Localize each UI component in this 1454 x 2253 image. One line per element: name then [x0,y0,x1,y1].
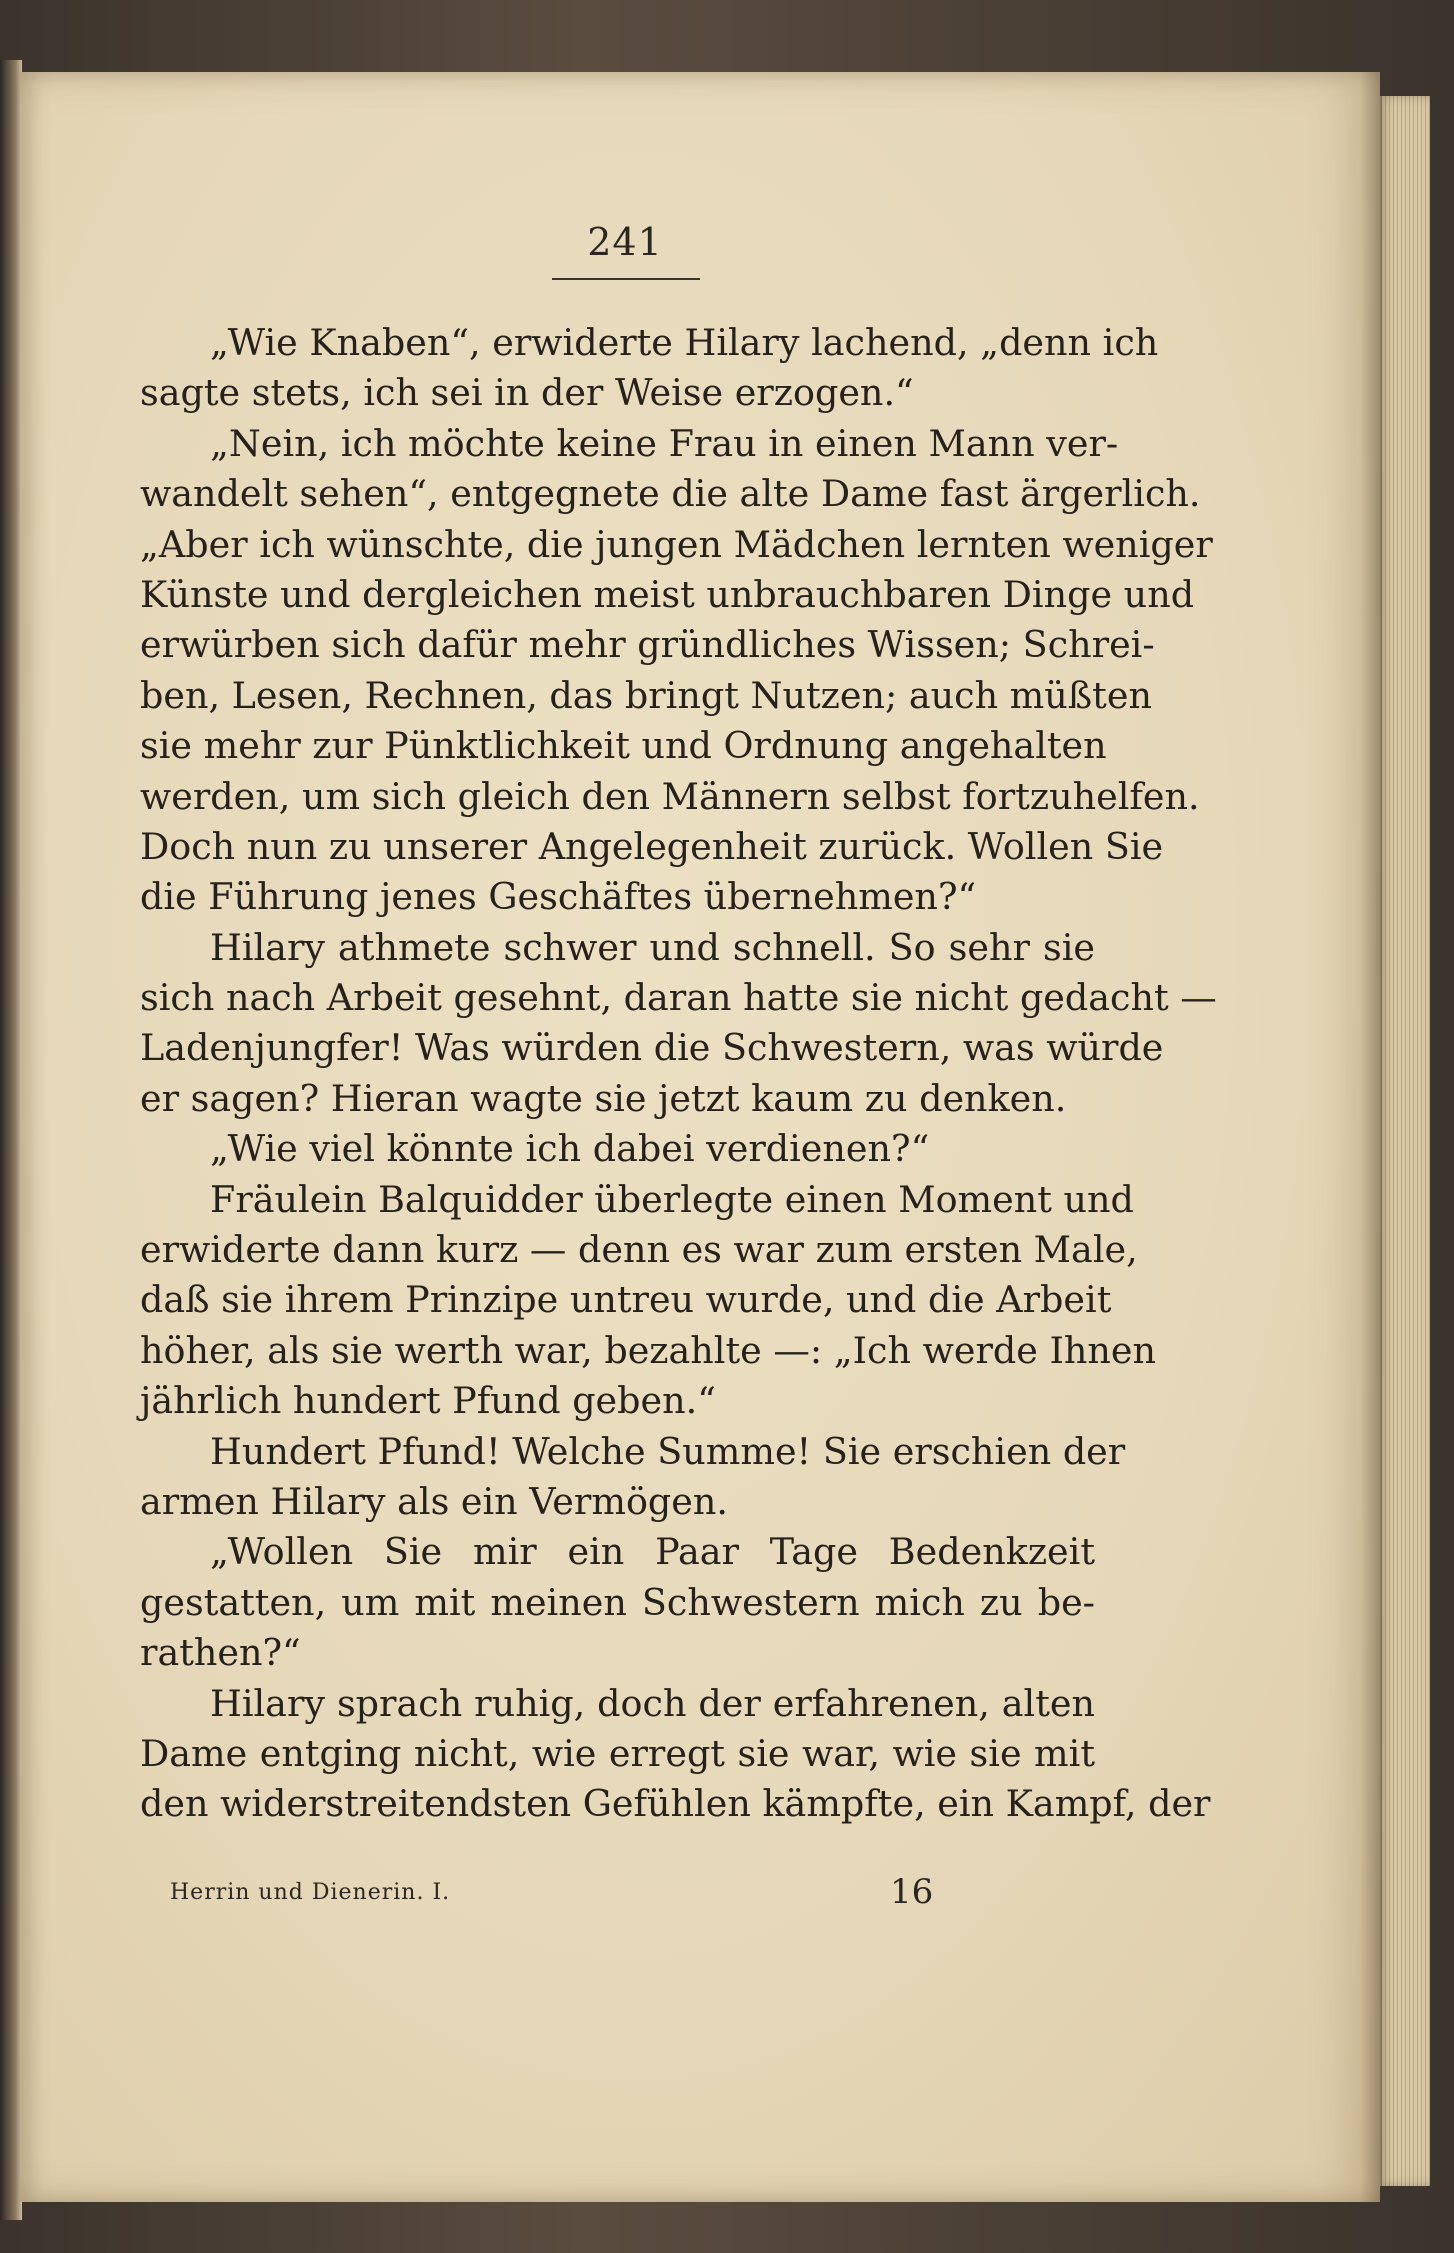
text-line: die Führung jenes Geschäftes übernehmen?“ [140,875,977,919]
text-line: Hilary athmete schwer und schnell. So sehr sie [210,925,1095,969]
body-text [140,318,1217,1830]
book-binding-edge [0,60,22,2220]
text-line: höher, als sie werth war, bezahlte —: „Ich werde Ihnen [140,1328,1157,1372]
text-line: Doch nun zu unserer Angelegenheit zurück. Wollen Sie [140,824,1164,868]
text-line: Fräulein Balquidder überlegte einen Moment und [210,1177,1134,1221]
text-line: sie mehr zur Pünktlichkeit und Ordnung angehalten [140,724,1107,768]
text-line: Hundert Pfund! Welche Summe! Sie erschien der [210,1429,1126,1473]
header-rule [552,278,700,280]
text-line: rathen?“ [140,1631,301,1675]
text-line: Dame entging nicht, wie erregt sie war, wie sie mit [140,1731,1095,1775]
sheet-number: 16 [890,1872,934,1912]
text-line: Ladenjungfer! Was würden die Schwestern, was würde [140,1026,1164,1070]
page-stack-edge [1378,96,1430,2186]
text-line: Hilary sprach ruhig, doch der erfahrenen, alten [210,1681,1095,1725]
text-line: „Aber ich wünschte, die jungen Mädchen lernten weniger [140,522,1213,566]
text-line: ben, Lesen, Rechnen, das bringt Nutzen; auch müßten [140,673,1152,717]
text-line: „Nein, ich möchte keine Frau in einen Mann ver- [210,421,1119,465]
text-line: „Wie viel könnte ich dabei verdienen?“ [210,1127,930,1171]
text-line: er sagen? Hieran wagte sie jetzt kaum zu denken. [140,1076,1067,1120]
signature-mark: Herrin und Dienerin. I. [170,1880,451,1905]
text-line: armen Hilary als ein Vermögen. [140,1479,729,1523]
text-line: „Wie Knaben“, erwiderte Hilary lachend, „denn ich [210,321,1159,364]
page-shadow [1360,72,1382,2202]
text-line: erwürben sich dafür mehr gründliches Wissen; Schrei- [140,623,1155,667]
text-line: den widerstreitendsten Gefühlen kämpfte, ein Kampf, der [140,1782,1211,1826]
page-number: 241 [587,220,663,264]
text-line: wandelt sehen“, entgegnete die alte Dame fast ärgerlich. [140,472,1201,516]
text-line: sagte stets, ich sei in der Weise erzogen.“ [140,371,914,415]
text-line: jährlich hundert Pfund geben.“ [140,1379,716,1423]
text-line: „Wollen Sie mir ein Paar Tage Bedenkzeit [210,1530,1095,1574]
text-line: sich nach Arbeit gesehnt, daran hatte sie nicht gedacht — [140,976,1217,1020]
text-line: Künste und dergleichen meist unbrauchbaren Dinge und [140,572,1195,616]
text-line: gestatten, um mit meinen Schwestern mich zu be- [140,1580,1095,1624]
text-line: daß sie ihrem Prinzipe untreu wurde, und die Arbeit [140,1278,1112,1322]
text-line: werden, um sich gleich den Männern selbst fortzuhelfen. [140,774,1200,818]
text-line: erwiderte dann kurz — denn es war zum ersten Male, [140,1228,1138,1272]
